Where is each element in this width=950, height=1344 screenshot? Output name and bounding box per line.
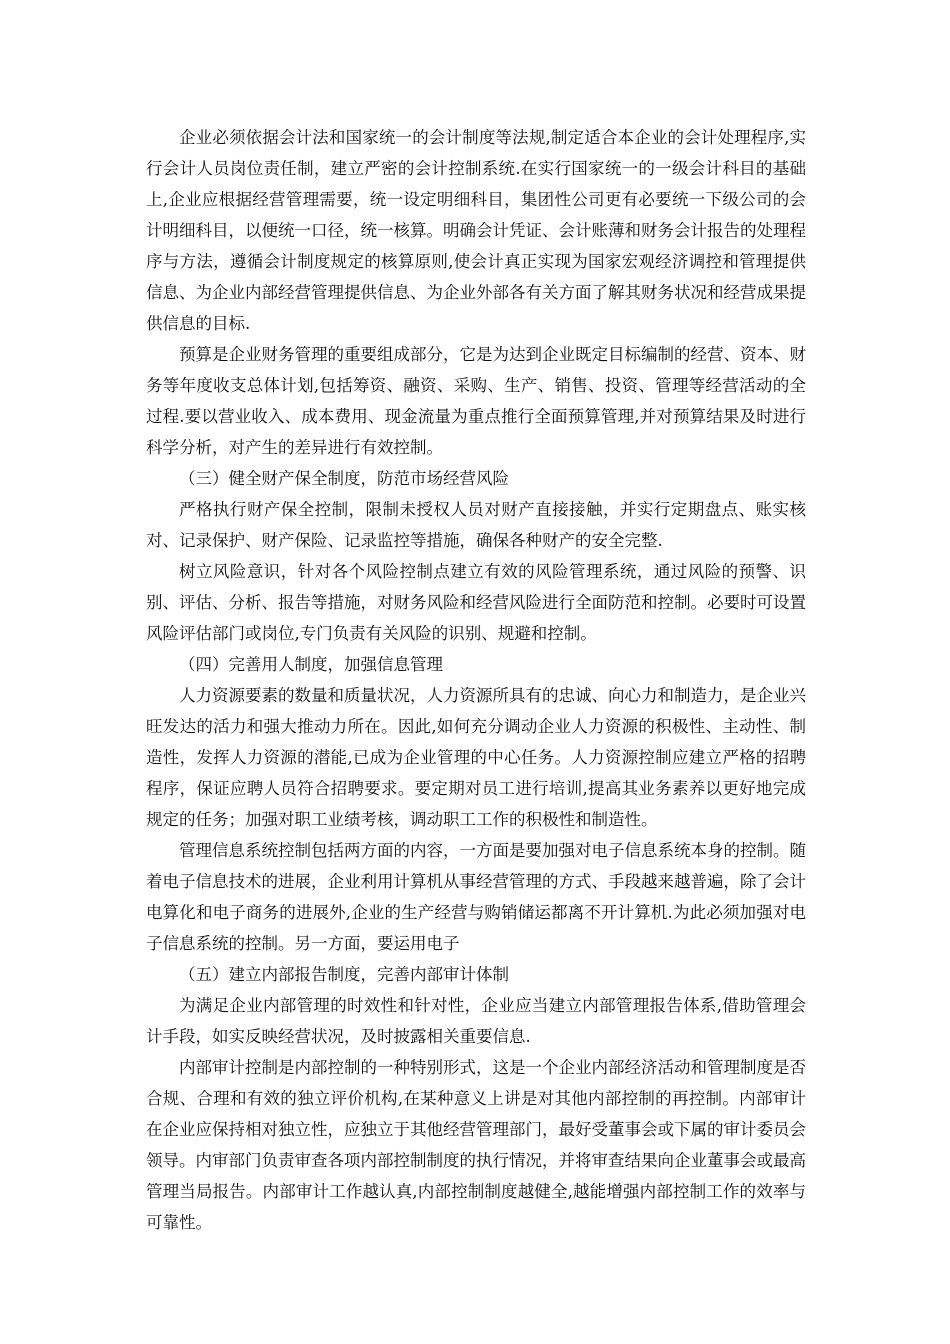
paragraph-property-protection: 严格执行财产保全控制，限制未授权人员对财产直接接触，并实行定期盘点、账实核对、记录保护、财产保险、记录监控等措施，确保各种财产的安全完整. [146,500,806,550]
paragraph-accounting-system: 企业必须依据会计法和国家统一的会计制度等法规,制定适合本企业的会计处理程序,实行会计人员岗位责任制，建立严密的会计控制系统.在实行国家统一的一级会计科目的基础上,企业应根据经营管理需要，统一设定明细科目，集团性公司更有必要统一下级公司的会计明细科目，以便统一口径，统一核算。明确会计凭证、会计账薄和财务会计报告的处理程序与方法，遵循会计制度规定的核算原则,使会计真正实现为国家宏观经济调控和管理提供信息、为企业内部经营管理提供信息、为企业外部各有关方面了解其财务状况和经营成果提供信息的目标. [146,128,806,333]
section-heading-3: （三）健全财产保全制度，防范市场经营风险 [179,469,509,488]
paragraph-risk-awareness: 树立风险意识，针对各个风险控制点建立有效的风险管理系统，通过风险的预警、识别、评估、分析、报告等措施，对财务风险和经营风险进行全面防范和控制。必要时可设置风险评估部门或岗位,专门负责有关风险的识别、规避和控制。 [146,562,806,643]
paragraph-budget: 预算是企业财务管理的重要组成部分，它是为达到企业既定目标编制的经营、资本、财务等年度收支总体计划,包括筹资、融资、采购、生产、销售、投资、管理等经营活动的全过程.要以营业收入、成本费用、现金流量为重点推行全面预算管理,并对预算结果及时进行科学分析，对产生的差异进行有效控制。 [146,345,806,457]
section-heading-5: （五）建立内部报告制度，完善内部审计体制 [179,965,509,984]
paragraph-internal-audit: 内部审计控制是内部控制的一种特别形式，这是一个企业内部经济活动和管理制度是否合规、合理和有效的独立评价机构,在某种意义上讲是对其他内部控制的再控制。内部审计在企业应保持相对独立性，应独立于其他经营管理部门，最好受董事会或下属的审计委员会领导。内审部门负责审查各项内部控制制度的执行情况，并将审查结果向企业董事会或最高管理当局报告。内部审计工作越认真,内部控制制度越健全,越能增强内部控制工作的效率与可靠性。 [146,1058,806,1232]
paragraph-human-resources: 人力资源要素的数量和质量状况，人力资源所具有的忠诚、向心力和制造力，是企业兴旺发达的活力和强大推动力所在。因此,如何充分调动企业人力资源的积极性、主动性、制造性，发挥人力资源的潜能,已成为企业管理的中心任务。人力资源控制应建立严格的招聘程序，保证应聘人员符合招聘要求。要定期对员工进行培训,提高其业务素养以更好地完成规定的任务；加强对职工业绩考核，调动职工工作的积极性和制造性。 [146,686,806,829]
document-body [146,122,806,1238]
paragraph-information-systems: 管理信息系统控制包括两方面的内容，一方面是要加强对电子信息系统本身的控制。随着电子信息技术的进展，企业利用计算机从事经营管理的方式、手段越来越普遍，除了会计电算化和电子商务的进展外,企业的生产经营与购销储运都离不开计算机.为此必须加强对电子信息系统的控制。另一方面，要运用电子 [146,841,806,953]
paragraph-internal-reporting: 为满足企业内部管理的时效性和针对性，企业应当建立内部管理报告体系,借助管理会计手段，如实反映经营状况，及时披露相关重要信息. [146,996,806,1046]
section-heading-4: （四）完善用人制度，加强信息管理 [179,655,443,674]
